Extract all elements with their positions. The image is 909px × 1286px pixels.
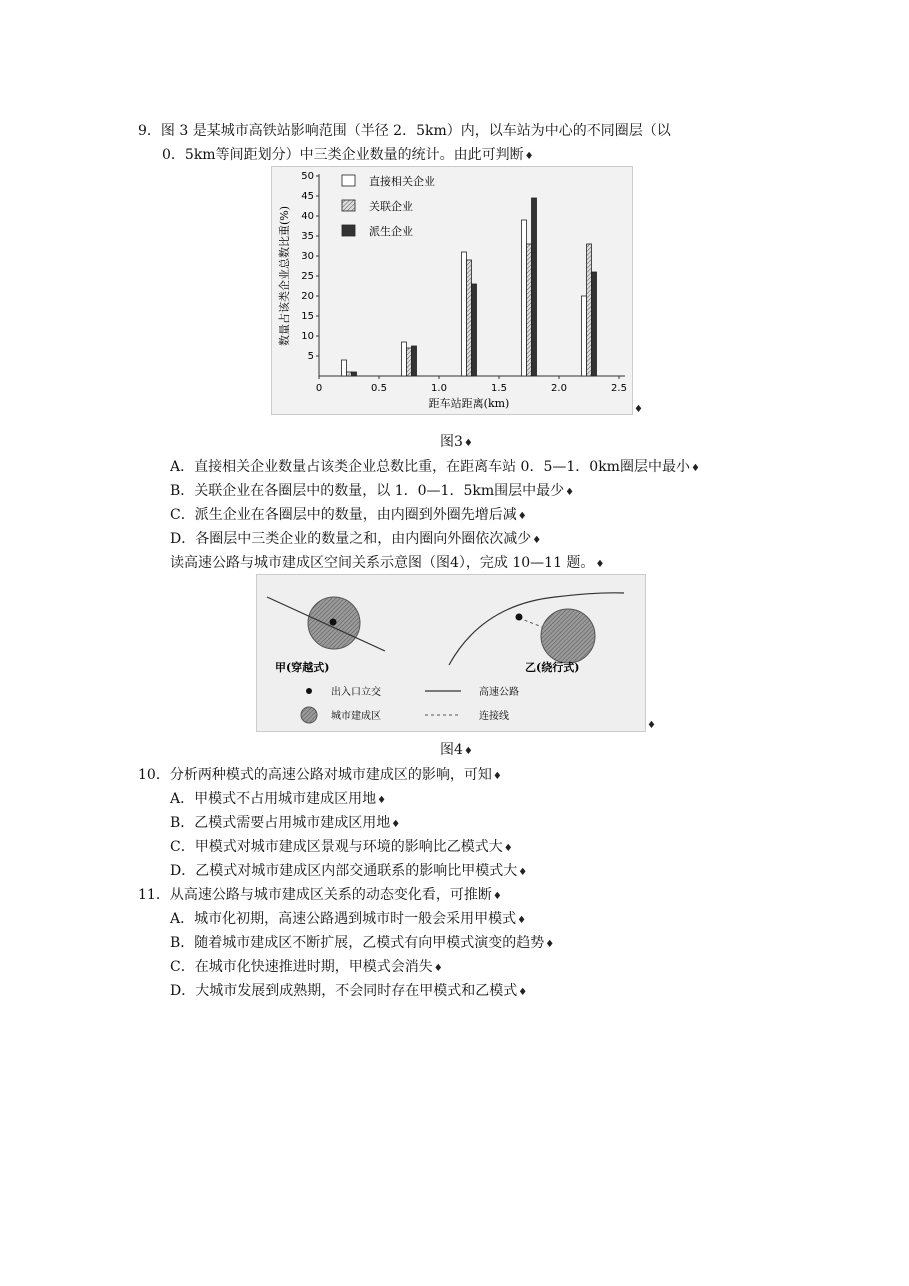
q9-option-d (170, 529, 541, 551)
x-axis-label: 距车站距离(km) (428, 397, 510, 410)
bar-0-4 (582, 296, 587, 376)
paragraph-mark-icon: ♦ (565, 487, 575, 498)
bar-2-4 (592, 272, 597, 376)
x-tick-label: 1.5 (491, 383, 507, 394)
bar-chart (272, 167, 632, 414)
figure-4-caption-text: 图4 (440, 742, 463, 758)
q9-stem-text: 0．5km等间距划分）中三类企业数量的统计。由此可判断 (162, 147, 524, 163)
label-yi: 乙(绕行式) (525, 661, 580, 674)
y-tick-label: 30 (301, 251, 314, 262)
q11-option-c-text: C．在城市化快速推进时期，甲模式会消失 (170, 959, 433, 975)
bar-1-3 (527, 244, 532, 376)
paragraph-mark-icon: ♦ (634, 404, 643, 415)
bar-1-2 (467, 260, 472, 376)
y-axis-label: 数量占该类企业总数比重(%) (278, 205, 291, 347)
bar-2-0 (352, 372, 357, 376)
x-tick-label: 2.5 (611, 383, 627, 394)
bar-2-2 (472, 284, 477, 376)
q11-option-b (170, 933, 554, 955)
q10-option-c (170, 837, 513, 859)
figure-3-caption-text: 图3 (440, 434, 463, 450)
q10-option-a (170, 789, 386, 811)
y-tick-label: 20 (301, 291, 314, 302)
y-tick-label: 35 (301, 231, 314, 242)
q9-stem-line1: 9．图 3 是某城市高铁站影响范围（半径 2．5km）内，以车站为中心的不同圈层（以 (138, 123, 671, 139)
y-tick-label: 25 (301, 271, 314, 282)
bar-1-4 (587, 244, 592, 376)
paragraph-mark-icon: ♦ (463, 438, 473, 449)
paragraph-mark-icon: ♦ (517, 511, 527, 522)
q9-option-b-text: B．关联企业在各圈层中的数量，以 1．0—1．5km围层中最少 (170, 483, 565, 499)
paragraph-mark-icon: ♦ (517, 915, 527, 926)
q10-option-b (170, 813, 400, 835)
legend-swatch-1 (342, 200, 355, 211)
y-tick-label: 45 (301, 191, 314, 202)
x-tick-label: 2.0 (551, 383, 567, 394)
figure-4-diagram (256, 574, 646, 732)
q9-option-c-text: C．派生企业在各圈层中的数量，由内圈到外圈先增后减 (170, 507, 517, 523)
x-tick-label: 0.5 (371, 383, 387, 394)
interchange-yi (516, 614, 523, 621)
paragraph-mark-icon: ♦ (391, 819, 401, 830)
bar-0-1 (402, 342, 407, 376)
q9-option-d-text: D．各圈层中三类企业的数量之和，由内圈向外圈依次减少 (170, 531, 532, 547)
q9-option-a-text: A．直接相关企业数量占该类企业总数比重，在距离车站 0．5—1．0km圈层中最小 (170, 459, 690, 475)
intro-text-content: 读高速公路与城市建成区空间关系示意图（图4），完成 10—11 题。 (170, 555, 595, 571)
bar-2-1 (412, 346, 417, 376)
q10-option-d-text: D．乙模式对城市建成区内部交通联系的影响比甲模式大 (170, 863, 518, 879)
paragraph-mark-icon: ♦ (518, 987, 528, 998)
figure-3-chart (271, 166, 633, 415)
bar-0-2 (462, 252, 467, 376)
legend-highway: 高速公路 (479, 687, 519, 698)
paragraph-mark-icon: ♦ (377, 795, 387, 806)
paragraph-mark-icon: ♦ (492, 771, 502, 782)
paragraph-mark-icon: ♦ (518, 867, 528, 878)
q10-option-a-text: A．甲模式不占用城市建成区用地 (170, 791, 377, 807)
bar-0-3 (522, 220, 527, 376)
paragraph-mark-icon: ♦ (532, 535, 542, 546)
legend-swatch-2 (342, 225, 355, 236)
paragraph-mark-icon: ♦ (492, 891, 502, 902)
interchange-jia (330, 619, 337, 626)
intro-text (170, 553, 604, 575)
legend-urban-icon (301, 707, 317, 723)
legend-label-1: 关联企业 (369, 200, 413, 213)
y-tick-label: 50 (301, 171, 314, 182)
figure-3-caption (440, 432, 473, 454)
q11-option-d (170, 981, 527, 1003)
q10-option-c-text: C．甲模式对城市建成区景观与环境的影响比乙模式大 (170, 839, 503, 855)
legend-label-0: 直接相关企业 (369, 175, 435, 188)
q10-option-b-text: B．乙模式需要占用城市建成区用地 (170, 815, 391, 831)
paragraph-mark-icon: ♦ (690, 463, 700, 474)
legend-interchange-icon (306, 688, 312, 694)
q11-option-a-text: A．城市化初期，高速公路遇到城市时一般会采用甲模式 (170, 911, 517, 927)
q10-option-d (170, 861, 527, 883)
legend-label-2: 派生企业 (369, 225, 413, 238)
q11-stem-text: 11．从高速公路与城市建成区关系的动态变化看，可推断 (138, 887, 492, 903)
bar-1-1 (407, 348, 412, 376)
q10-stem (138, 765, 502, 787)
figure-4-caption (440, 740, 473, 762)
urban-area-yi (541, 609, 595, 663)
legend-swatch-0 (342, 175, 355, 186)
q11-stem (138, 885, 502, 907)
legend-urban: 城市建成区 (331, 711, 381, 722)
legend-connector: 连接线 (479, 711, 509, 722)
q9-option-c (170, 505, 527, 527)
paragraph-mark-icon: ♦ (433, 963, 443, 974)
y-tick-label: 5 (307, 351, 314, 362)
x-tick-label: 1.0 (431, 383, 447, 394)
q9-option-a (170, 457, 700, 479)
bar-2-3 (532, 198, 537, 376)
connector-yi (519, 618, 542, 627)
paragraph-mark-icon: ♦ (647, 720, 656, 731)
y-tick-label: 10 (301, 331, 314, 342)
paragraph-mark-icon: ♦ (463, 746, 473, 757)
y-tick-label: 15 (301, 311, 314, 322)
q11-option-c (170, 957, 443, 979)
q11-option-d-text: D．大城市发展到成熟期，不会同时存在甲模式和乙模式 (170, 983, 518, 999)
y-tick-label: 40 (301, 211, 314, 222)
x-tick-label: 0 (315, 383, 323, 394)
legend-interchange: 出入口立交 (331, 687, 381, 698)
q11-option-b-text: B．随着城市建成区不断扩展，乙模式有向甲模式演变的趋势 (170, 935, 545, 951)
paragraph-mark-icon: ♦ (595, 559, 605, 570)
label-jia: 甲(穿越式) (275, 661, 330, 674)
q9-option-b (170, 481, 574, 503)
paragraph-mark-icon: ♦ (503, 843, 513, 854)
q10-stem-text: 10．分析两种模式的高速公路对城市建成区的影响，可知 (138, 767, 492, 783)
bar-0-0 (342, 360, 347, 376)
bar-1-0 (347, 372, 352, 376)
paragraph-mark-icon: ♦ (524, 151, 534, 162)
paragraph-mark-icon: ♦ (545, 939, 555, 950)
highway-yi (449, 593, 624, 665)
q11-option-a (170, 909, 526, 931)
highway-diagram (257, 575, 645, 731)
q9-stem-line2 (162, 145, 534, 167)
